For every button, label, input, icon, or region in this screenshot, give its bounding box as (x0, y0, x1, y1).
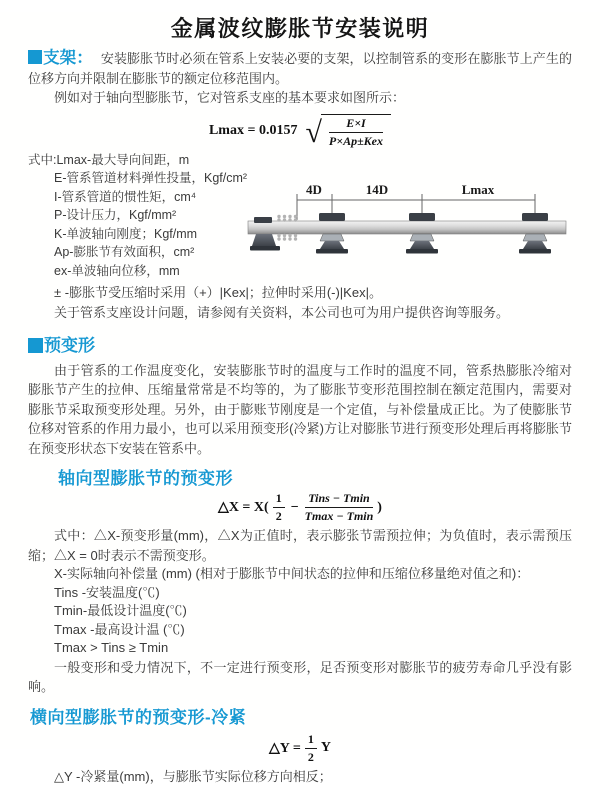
radical-sign: √ (305, 115, 322, 149)
definition-i: I-管系管道的惯性矩，cm⁴ (54, 189, 197, 204)
blue-square-bullet-icon (28, 50, 42, 64)
dx-half-numerator: 1 (273, 491, 285, 508)
support-example-line: 例如对于轴向型膨胀节，它对管系支座的基本要求如图所示： (54, 90, 406, 105)
definition-p: P-设计压力，Kgf/mm² (54, 208, 177, 222)
tmax-definition-line: Tmax -最高设计温 (℃) (54, 621, 185, 637)
dy-formula-rhs: Y (320, 740, 331, 755)
lmax-formula-lhs: Lmax = 0.0157 (208, 123, 298, 138)
dy-half-denominator: 2 (307, 749, 314, 764)
definitions-and-diagram (28, 151, 572, 283)
lmax-formula-numerator: E×I (329, 116, 383, 133)
blue-square-bullet-icon (28, 338, 43, 353)
dx-temp-denominator: Tmax − Tmin (304, 509, 374, 523)
pipe-support-diagram (248, 183, 572, 277)
lmax-formula (28, 114, 572, 149)
lateral-predeform-subtitle: 横向型膨胀节的预变形-冷紧 (30, 707, 247, 727)
dx-temp-numerator: Tins − Tmin (305, 491, 374, 508)
dx-half-denominator: 2 (275, 509, 282, 523)
dx-formula-temp-fraction (305, 491, 374, 524)
predeform-paragraph: 由于管系的工作温度变化，安装膨胀节时的温度与工作时的温度不同，管系热膨胀冷缩对膨胀节产生的拉伸、压缩量常常是不均等的，为了膨胀节变形范围控制在额定范围内，需要对膨胀节采取预变形处理。另外，由于膨账节刚度是一个定值，与补偿量成正比。为了使膨胀节位移对管系的作用力最小，也可以采用预变形(冷紧)方让对膨胀节进行预变形处理后再将膨胀节在预变形状态下安装在管系中。 (28, 362, 572, 456)
definition-e: E-管系管道材料弹性投量，Kgf/cm² (54, 171, 248, 185)
dim-label-lmax: Lmax (461, 181, 495, 197)
support-section-heading (28, 51, 101, 66)
axial-general-note: 一般变形和受力情况下，不一定进行预变形，足否预变形对膨胀节的疲劳寿命几乎没有影响。 (28, 659, 572, 694)
dx-formula-close-paren: ) (377, 499, 382, 515)
support-service-note: 关于管系支座设计问题，请参阅有关资料，本公司也可为用户提供咨询等服务。 (54, 304, 510, 320)
dx-formula-lhs: △X = X( (218, 500, 269, 515)
axial-predeform-subtitle: 轴向型膨胀节的预变形 (58, 469, 233, 488)
x-definition-line: X-实际轴向补偿量 (mm) (相对于膨胀节中间状态的拉伸和压缩位移量绝对值之和)： (54, 566, 530, 581)
definition-ex: ex-单波轴向位移，mm (54, 263, 180, 278)
dim-label-4d: 4D (306, 181, 322, 197)
dy-half-numerator: 1 (305, 732, 317, 749)
tins-definition-line: Tins -安装温度(℃) (54, 584, 160, 600)
predeform-section-heading (28, 331, 572, 357)
definition-ap: Ap-膨胀节有效面积，cm² (54, 245, 195, 259)
lmax-formula-denominator: P×Ap±Kex (328, 133, 384, 148)
dy-formula-lhs: △Y = (269, 740, 301, 756)
tmin-definition-line: Tmin-最低设计温度(℃) (54, 603, 187, 618)
temp-inequality-line: Tmax > Tins ≥ Tmin (54, 640, 169, 655)
lateral-predeform-formula (28, 732, 572, 765)
dim-label-14d: 14D (365, 181, 389, 197)
document-content (0, 12, 600, 787)
document-page (0, 12, 600, 784)
pipe-support-diagram-drawing (248, 183, 572, 277)
definition-lmax: 式中:Lmax-最大导向间距，m (28, 152, 190, 167)
dx-formula-minus: − (290, 499, 299, 515)
kex-sign-note: ± -膨胀节受压缩时采用（+）|Kex|；拉伸时采用(-)|Kex|。 (54, 284, 382, 300)
axial-predeform-formula (28, 491, 572, 524)
dy-definition-note: △Y -冷紧量(mm)，与膨胀节实际位移方向相反； (54, 768, 332, 784)
dx-formula-half-fraction (273, 491, 285, 524)
support-intro-paragraph (28, 49, 572, 88)
dx-explanation: 式中：△X-预变形量(mm)，△X为正值时，表示膨张节需预拉伸；为负值时，表示需预压缩；△X = 0时表示不需预变形。 (28, 528, 572, 563)
support-intro-text: 安装膨胀节时必须在管系上安装必要的支架，以控制管系的变形在膨胀节上产生的位移方向并限制在膨胀节的额定位移范围内。 (28, 51, 572, 86)
definition-k: K-单波轴向刚度；Kgf/mm (54, 226, 198, 241)
predeform-heading-label: 预变形 (44, 335, 95, 355)
support-heading-label: 支架： (43, 49, 93, 67)
lmax-formula-fraction (321, 114, 391, 149)
dy-formula-half-fraction (305, 732, 317, 765)
page-title: 金属波纹膨胀节安装说明 (170, 16, 430, 41)
